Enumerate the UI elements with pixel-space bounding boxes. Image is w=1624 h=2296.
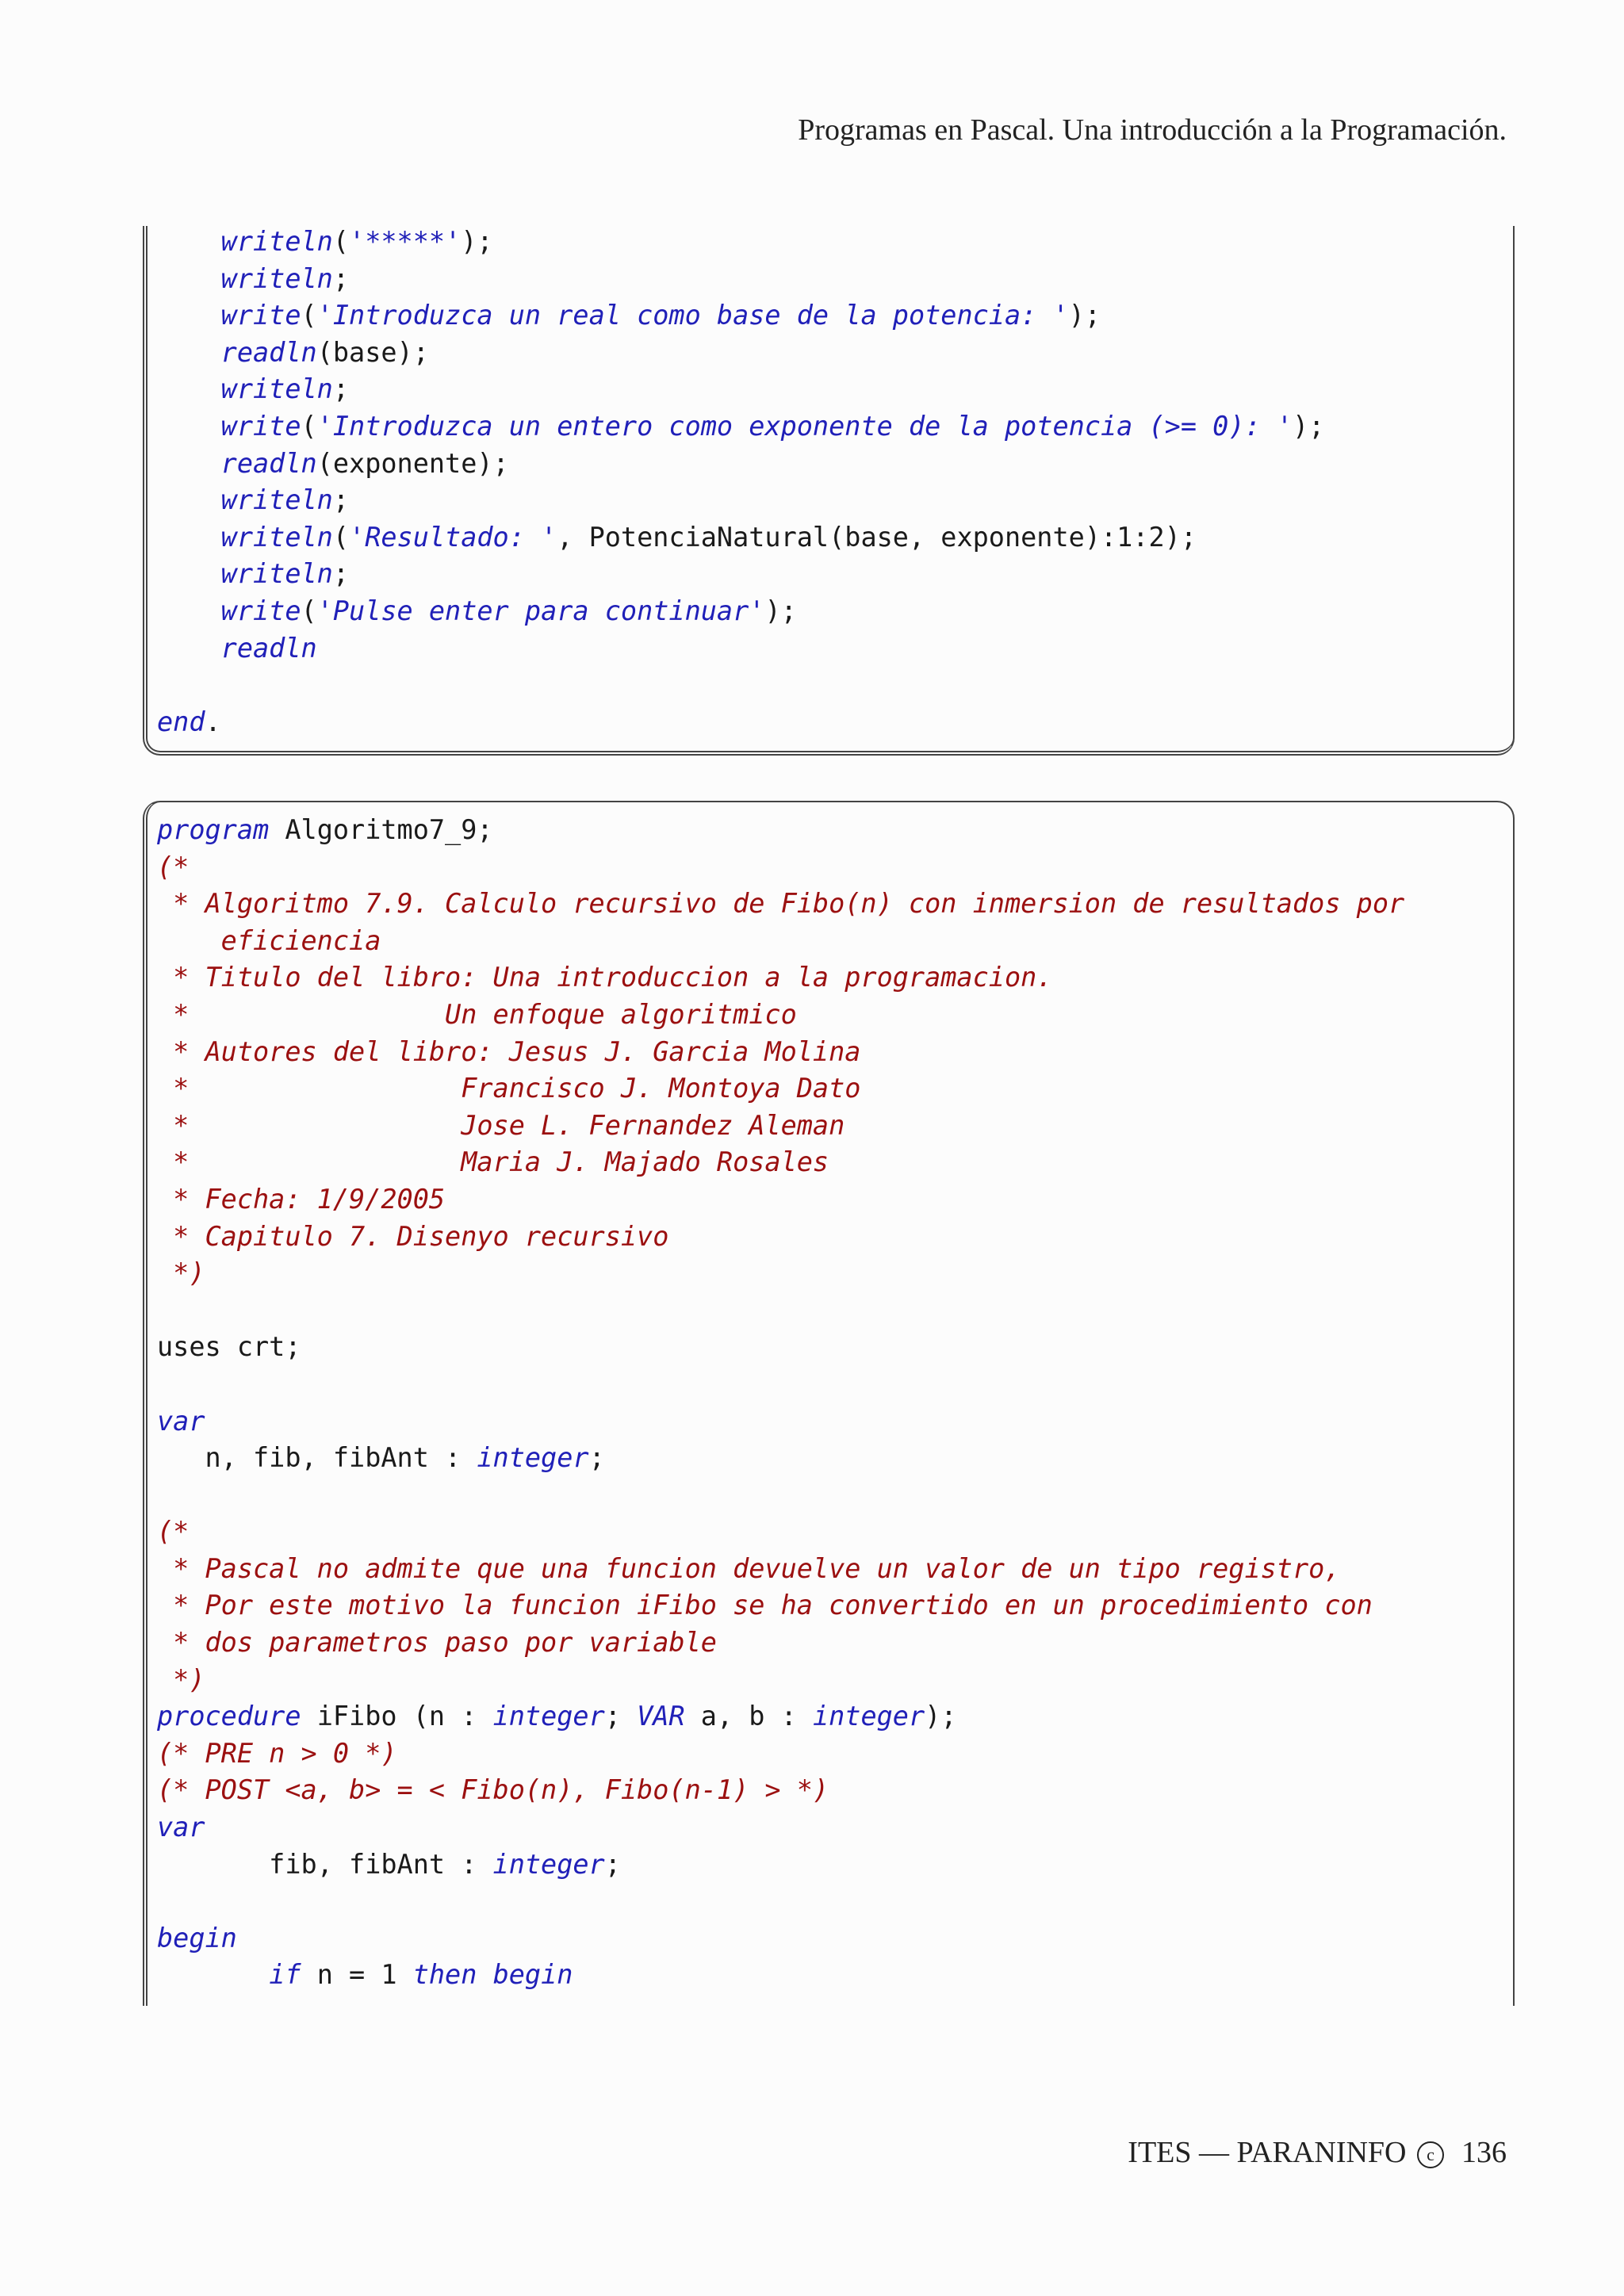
code-line xyxy=(157,482,1324,519)
code-line xyxy=(157,335,1324,372)
code-line xyxy=(157,1809,1404,1846)
code-comment: (* xyxy=(157,851,190,882)
code-keyword: var xyxy=(157,1405,205,1437)
code-line xyxy=(157,446,1324,483)
code-comment: * Maria J. Majado Rosales xyxy=(157,1146,829,1178)
code-text: ; xyxy=(332,262,350,294)
code-keyword: writeln xyxy=(157,484,333,516)
code-comment: *) xyxy=(157,1257,205,1289)
code-line xyxy=(157,1735,1404,1773)
code-keyword: writeln xyxy=(157,226,333,257)
code-keyword: readln xyxy=(157,447,317,479)
code-keyword: readln xyxy=(157,632,317,664)
code-line xyxy=(157,1772,1404,1809)
code-keyword: var xyxy=(157,1812,205,1843)
code-keyword: integer xyxy=(812,1701,925,1732)
code-line xyxy=(157,923,1404,960)
code-line xyxy=(157,849,1404,886)
code-comment: * Pascal no admite que una funcion devuelve un valor de un tipo registro, xyxy=(157,1552,1341,1584)
code-line xyxy=(157,1292,1404,1330)
code-text: (exponente); xyxy=(316,447,509,479)
code-keyword: writeln xyxy=(157,373,333,405)
copyright-symbol: c xyxy=(1417,2141,1444,2168)
code-comment: * Capitulo 7. Disenyo recursivo xyxy=(157,1220,669,1252)
code-line xyxy=(157,556,1324,593)
code-keyword: writeln xyxy=(157,558,333,590)
code-text: n, fib, fibAnt : xyxy=(157,1442,477,1474)
code-keyword: program xyxy=(157,814,270,845)
code-string: 'Pulse enter para continuar' xyxy=(316,595,765,626)
code-comment: *) xyxy=(157,1663,205,1695)
code-keyword: integer xyxy=(492,1701,605,1732)
code-line xyxy=(157,408,1324,446)
code-keyword: then xyxy=(412,1959,477,1991)
code-line xyxy=(157,997,1404,1034)
code-text: ); xyxy=(1068,300,1101,331)
code-line xyxy=(157,519,1324,557)
code-line xyxy=(157,1624,1404,1662)
code-text: ); xyxy=(925,1701,957,1732)
code-line xyxy=(157,593,1324,630)
code-text: ; xyxy=(332,558,350,590)
code-text: ( xyxy=(301,410,317,442)
page-number: 136 xyxy=(1461,2136,1507,2169)
code-string: 'Introduzca un real como base de la potencia: ' xyxy=(316,300,1069,331)
code-line xyxy=(157,1551,1404,1588)
code-line xyxy=(157,704,1324,741)
code-line xyxy=(157,1034,1404,1071)
code-keyword: integer xyxy=(477,1442,589,1474)
page-footer xyxy=(1128,2135,1507,2170)
code-line xyxy=(157,630,1324,668)
code-text: iFibo (n : xyxy=(301,1701,493,1732)
code-comment: (* xyxy=(157,1516,190,1548)
code-line xyxy=(157,261,1324,298)
code-text: uses crt; xyxy=(157,1331,301,1363)
code-line xyxy=(157,667,1324,704)
code-text: a, b : xyxy=(684,1701,813,1732)
code-keyword: writeln xyxy=(157,521,333,553)
code-line xyxy=(157,1957,1404,1994)
code-line xyxy=(157,371,1324,408)
code-string: 'Resultado: ' xyxy=(349,521,557,553)
code-line xyxy=(157,812,1404,849)
code-keyword: writeln xyxy=(157,262,333,294)
code-line xyxy=(157,1255,1404,1292)
code-text: ( xyxy=(332,521,350,553)
code-line xyxy=(157,1698,1404,1735)
code-listing-potencia xyxy=(157,224,1324,740)
code-keyword: write xyxy=(157,595,301,626)
code-comment: * Titulo del libro: Una introduccion a la programacion. xyxy=(157,962,1053,993)
code-keyword: if xyxy=(269,1959,301,1991)
code-keyword: write xyxy=(157,300,301,331)
code-text: , PotenciaNatural(base, exponente):1:2); xyxy=(557,521,1197,553)
code-comment: * Fecha: 1/9/2005 xyxy=(157,1183,446,1215)
code-keyword: begin xyxy=(157,1922,237,1954)
code-text: n = 1 xyxy=(301,1959,413,1991)
code-text: fib, fibAnt : xyxy=(157,1848,493,1880)
code-keyword: end xyxy=(157,706,205,737)
code-text: ; xyxy=(604,1701,638,1732)
code-line xyxy=(157,1181,1404,1219)
code-line xyxy=(157,1587,1404,1624)
code-text: ( xyxy=(332,226,350,257)
code-line xyxy=(157,1513,1404,1551)
code-comment: * Jose L. Fernandez Aleman xyxy=(157,1109,845,1141)
code-text xyxy=(477,1959,492,1990)
code-line xyxy=(157,1920,1404,1957)
code-text xyxy=(157,1959,269,1990)
code-keyword: begin xyxy=(492,1959,573,1991)
code-text: ; xyxy=(588,1442,605,1474)
running-header: Programas en Pascal. Una introducción a la Programación. xyxy=(798,113,1507,147)
code-comment: * Un enfoque algoritmico xyxy=(157,998,797,1030)
code-line xyxy=(157,886,1404,923)
code-text: ; xyxy=(332,373,350,405)
code-line xyxy=(157,1108,1404,1145)
code-line xyxy=(157,1662,1404,1699)
code-line xyxy=(157,1883,1404,1920)
code-listing-algoritmo7-9 xyxy=(157,812,1404,1994)
code-keyword: write xyxy=(157,410,301,442)
code-comment: eficiencia xyxy=(157,924,381,956)
code-text: ; xyxy=(604,1848,621,1880)
code-line xyxy=(157,1440,1404,1477)
code-line xyxy=(157,224,1324,261)
code-line xyxy=(157,1846,1404,1884)
code-text: ( xyxy=(301,300,317,331)
code-line xyxy=(157,1477,1404,1514)
code-comment: * Algoritmo 7.9. Calculo recursivo de Fibo(n) con inmersion de resultados por xyxy=(157,888,1405,920)
code-line xyxy=(157,959,1404,997)
code-line xyxy=(157,1070,1404,1108)
code-text: (base); xyxy=(316,336,429,368)
code-text: . xyxy=(205,706,221,737)
publisher-label: ITES — PARANINFO xyxy=(1128,2136,1407,2169)
code-text: Algoritmo7_9; xyxy=(269,814,493,845)
code-text: ; xyxy=(332,484,350,516)
code-string: '*****' xyxy=(349,226,462,257)
code-text: ); xyxy=(1293,410,1325,442)
code-line xyxy=(157,1219,1404,1256)
code-keyword: integer xyxy=(492,1848,605,1880)
code-line xyxy=(157,1144,1404,1181)
code-line xyxy=(157,1366,1404,1403)
code-comment: (* POST <a, b> = < Fibo(n), Fibo(n-1) > *) xyxy=(157,1774,829,1806)
code-line xyxy=(157,1403,1404,1441)
code-keyword: VAR xyxy=(637,1701,685,1732)
code-comment: (* PRE n > 0 *) xyxy=(157,1737,397,1769)
code-comment: * Por este motivo la funcion iFibo se ha convertido en un procedimiento con xyxy=(157,1590,1373,1621)
code-text: ); xyxy=(764,595,797,626)
code-line xyxy=(157,297,1324,335)
code-text: ( xyxy=(301,595,317,626)
code-comment: * Francisco J. Montoya Dato xyxy=(157,1073,861,1104)
code-text: ); xyxy=(461,226,493,257)
code-string: 'Introduzca un entero como exponente de la potencia (>= 0): ' xyxy=(316,410,1293,442)
code-keyword: readln xyxy=(157,336,317,368)
code-comment: * Autores del libro: Jesus J. Garcia Molina xyxy=(157,1035,861,1067)
code-comment: * dos parametros paso por variable xyxy=(157,1627,717,1659)
code-keyword: procedure xyxy=(157,1701,301,1732)
code-line xyxy=(157,1329,1404,1366)
